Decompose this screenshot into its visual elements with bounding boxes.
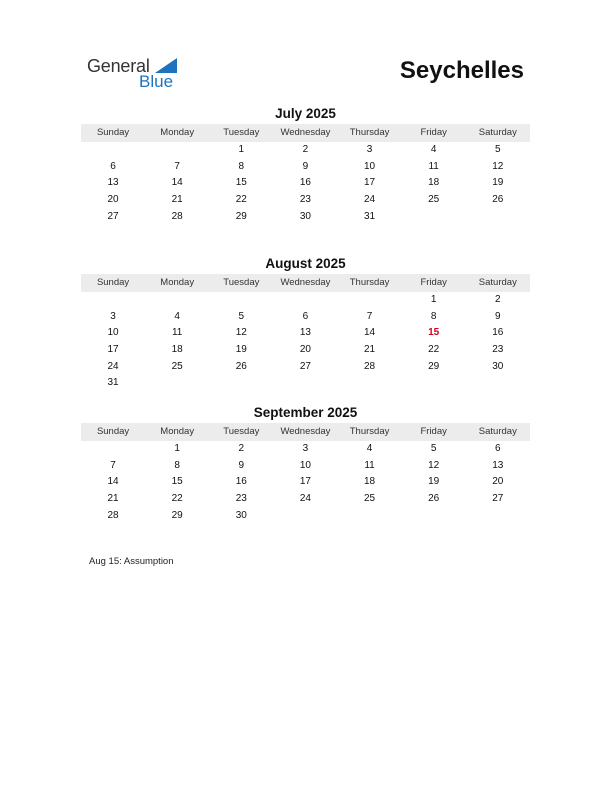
weekday-label: Friday xyxy=(420,426,447,437)
day-cell: 29 xyxy=(171,509,183,521)
holiday-day-cell: 15 xyxy=(428,327,440,339)
day-cell: 6 xyxy=(302,310,309,322)
day-cell xyxy=(273,375,337,392)
day-cell xyxy=(273,508,337,525)
week-row xyxy=(81,309,530,326)
day-cell: 12 xyxy=(428,459,440,471)
day-cell: 26 xyxy=(235,360,247,372)
weekday-label: Wednesday xyxy=(280,426,331,437)
day-cell: 10 xyxy=(364,160,376,172)
day-cell: 20 xyxy=(107,194,119,206)
day-cell: 3 xyxy=(110,310,116,322)
weekday-label: Thursday xyxy=(349,127,390,138)
day-cell: 31 xyxy=(364,210,376,222)
day-cell: 1 xyxy=(174,443,180,454)
day-cell xyxy=(402,375,466,392)
day-cell xyxy=(145,375,209,392)
weekday-label: Friday xyxy=(420,127,447,138)
month-september xyxy=(81,405,530,524)
day-cell: 5 xyxy=(430,443,437,454)
day-cell: 27 xyxy=(492,493,504,505)
day-cell: 28 xyxy=(364,360,376,372)
week-row xyxy=(81,474,530,491)
weekday-label: Saturday xyxy=(478,127,517,138)
day-cell: 15 xyxy=(171,476,183,488)
holiday-notes xyxy=(89,556,174,567)
day-cell: 12 xyxy=(492,160,504,172)
day-cell: 4 xyxy=(430,144,437,155)
day-cell: 12 xyxy=(235,327,247,339)
day-cell: 10 xyxy=(107,327,119,339)
month-grid xyxy=(81,142,530,225)
day-cell: 30 xyxy=(299,210,311,222)
day-cell: 11 xyxy=(364,459,375,471)
day-cell: 18 xyxy=(428,177,440,189)
day-cell: 2 xyxy=(495,294,501,305)
day-cell: 11 xyxy=(428,160,439,172)
weekday-label: Sunday xyxy=(96,277,130,288)
day-cell: 25 xyxy=(428,194,440,206)
day-cell: 22 xyxy=(428,344,440,356)
month-july xyxy=(81,106,530,225)
day-cell xyxy=(273,292,337,309)
weekday-label: Friday xyxy=(420,277,447,288)
day-cell: 9 xyxy=(238,459,245,471)
day-cell: 15 xyxy=(235,177,247,189)
day-cell: 20 xyxy=(492,476,504,488)
weekday-header xyxy=(81,124,530,142)
week-row xyxy=(81,325,530,342)
day-cell: 21 xyxy=(107,493,119,505)
day-cell: 18 xyxy=(364,476,376,488)
day-cell: 7 xyxy=(110,459,116,471)
day-cell xyxy=(145,142,209,159)
brand-logo xyxy=(87,56,197,92)
week-row xyxy=(81,441,530,458)
day-cell: 6 xyxy=(495,443,501,454)
day-cell xyxy=(466,508,530,525)
day-cell xyxy=(81,142,145,159)
day-cell: 27 xyxy=(107,210,119,222)
day-cell: 1 xyxy=(430,294,437,305)
day-cell: 30 xyxy=(492,360,504,372)
day-cell: 30 xyxy=(235,509,247,521)
week-row xyxy=(81,342,530,359)
day-cell: 5 xyxy=(238,310,245,322)
country-title: Seychelles xyxy=(399,57,524,84)
weekday-label: Tuesday xyxy=(223,277,260,288)
day-cell xyxy=(466,375,530,392)
day-cell: 24 xyxy=(364,194,376,206)
day-cell: 22 xyxy=(235,194,247,206)
day-cell: 4 xyxy=(366,443,373,454)
day-cell: 24 xyxy=(299,493,311,505)
day-cell xyxy=(402,508,466,525)
logo-triangle-icon xyxy=(155,58,177,73)
week-row xyxy=(81,375,530,392)
day-cell: 26 xyxy=(428,493,440,505)
day-cell: 10 xyxy=(299,459,311,471)
day-cell: 14 xyxy=(364,327,376,339)
day-cell: 21 xyxy=(364,344,376,356)
day-cell: 17 xyxy=(364,177,376,189)
day-cell: 13 xyxy=(299,327,311,339)
day-cell: 19 xyxy=(235,344,247,356)
month-title: August 2025 xyxy=(265,256,346,271)
day-cell: 21 xyxy=(171,194,183,206)
week-row xyxy=(81,292,530,309)
month-grid xyxy=(81,292,530,392)
logo-general-text: General xyxy=(87,56,150,76)
weekday-header xyxy=(81,274,530,292)
weekday-label: Monday xyxy=(160,127,195,138)
weekday-label: Saturday xyxy=(478,277,517,288)
day-cell: 17 xyxy=(299,476,311,488)
day-cell: 19 xyxy=(492,177,504,189)
day-cell: 9 xyxy=(302,160,309,172)
day-cell: 24 xyxy=(107,360,119,372)
month-grid xyxy=(81,441,530,524)
day-cell xyxy=(338,375,402,392)
day-cell: 13 xyxy=(492,459,504,471)
month-title: September 2025 xyxy=(253,405,358,420)
week-row xyxy=(81,175,530,192)
weekday-label: Monday xyxy=(160,277,195,288)
day-cell: 3 xyxy=(366,144,373,155)
day-cell: 2 xyxy=(302,144,309,155)
day-cell: 29 xyxy=(428,360,440,372)
day-cell: 19 xyxy=(428,476,440,488)
logo-blue-text: Blue xyxy=(139,72,174,91)
month-title: July 2025 xyxy=(275,106,336,121)
day-cell: 14 xyxy=(171,177,183,189)
month-august xyxy=(81,256,530,392)
week-row xyxy=(81,159,530,176)
day-cell: 23 xyxy=(492,344,504,356)
day-cell: 1 xyxy=(238,144,245,155)
day-cell xyxy=(466,209,530,226)
day-cell: 16 xyxy=(299,177,311,189)
day-cell xyxy=(145,292,209,309)
weekday-label: Tuesday xyxy=(223,127,260,138)
week-row xyxy=(81,359,530,376)
week-row xyxy=(81,142,530,159)
day-cell: 2 xyxy=(238,443,245,454)
day-cell xyxy=(338,292,402,309)
day-cell: 4 xyxy=(174,310,180,322)
day-cell: 27 xyxy=(299,360,311,372)
day-cell: 16 xyxy=(235,476,247,488)
day-cell xyxy=(209,292,273,309)
weekday-label: Wednesday xyxy=(280,127,331,138)
day-cell: 11 xyxy=(171,327,183,339)
weekday-label: Wednesday xyxy=(280,277,331,288)
weekday-label: Sunday xyxy=(96,127,130,138)
day-cell: 28 xyxy=(107,509,119,521)
day-cell: 9 xyxy=(495,310,501,322)
day-cell: 20 xyxy=(299,344,311,356)
day-cell: 8 xyxy=(430,310,437,322)
week-row xyxy=(81,458,530,475)
day-cell: 18 xyxy=(171,344,183,356)
day-cell: 23 xyxy=(299,194,311,206)
day-cell xyxy=(338,508,402,525)
week-row xyxy=(81,192,530,209)
day-cell: 25 xyxy=(364,493,376,505)
weekday-label: Thursday xyxy=(349,277,390,288)
weekday-header xyxy=(81,423,530,441)
day-cell: 8 xyxy=(238,160,245,172)
day-cell: 28 xyxy=(171,210,183,222)
week-row xyxy=(81,491,530,508)
day-cell xyxy=(81,441,145,458)
day-cell: 7 xyxy=(366,310,373,322)
day-cell: 5 xyxy=(495,144,501,155)
day-cell: 23 xyxy=(235,493,247,505)
weekday-label: Monday xyxy=(160,426,195,437)
day-cell xyxy=(209,375,273,392)
weekday-label: Sunday xyxy=(96,426,130,437)
day-cell: 13 xyxy=(107,177,119,189)
day-cell: 8 xyxy=(174,459,180,471)
weekday-label: Thursday xyxy=(349,426,390,437)
day-cell: 14 xyxy=(107,476,119,488)
day-cell: 29 xyxy=(235,210,247,222)
holiday-note: Aug 15: Assumption xyxy=(89,556,174,567)
day-cell xyxy=(81,292,145,309)
day-cell: 31 xyxy=(107,377,119,389)
week-row xyxy=(81,508,530,525)
weekday-label: Saturday xyxy=(478,426,517,437)
week-row xyxy=(81,209,530,226)
weekday-label: Tuesday xyxy=(223,426,260,437)
day-cell: 7 xyxy=(174,160,180,172)
day-cell: 16 xyxy=(492,327,504,339)
day-cell: 3 xyxy=(302,443,309,454)
day-cell: 26 xyxy=(492,194,504,206)
day-cell: 22 xyxy=(171,493,183,505)
day-cell: 17 xyxy=(107,344,119,356)
day-cell: 6 xyxy=(110,160,116,172)
day-cell: 25 xyxy=(171,360,183,372)
day-cell xyxy=(402,209,466,226)
